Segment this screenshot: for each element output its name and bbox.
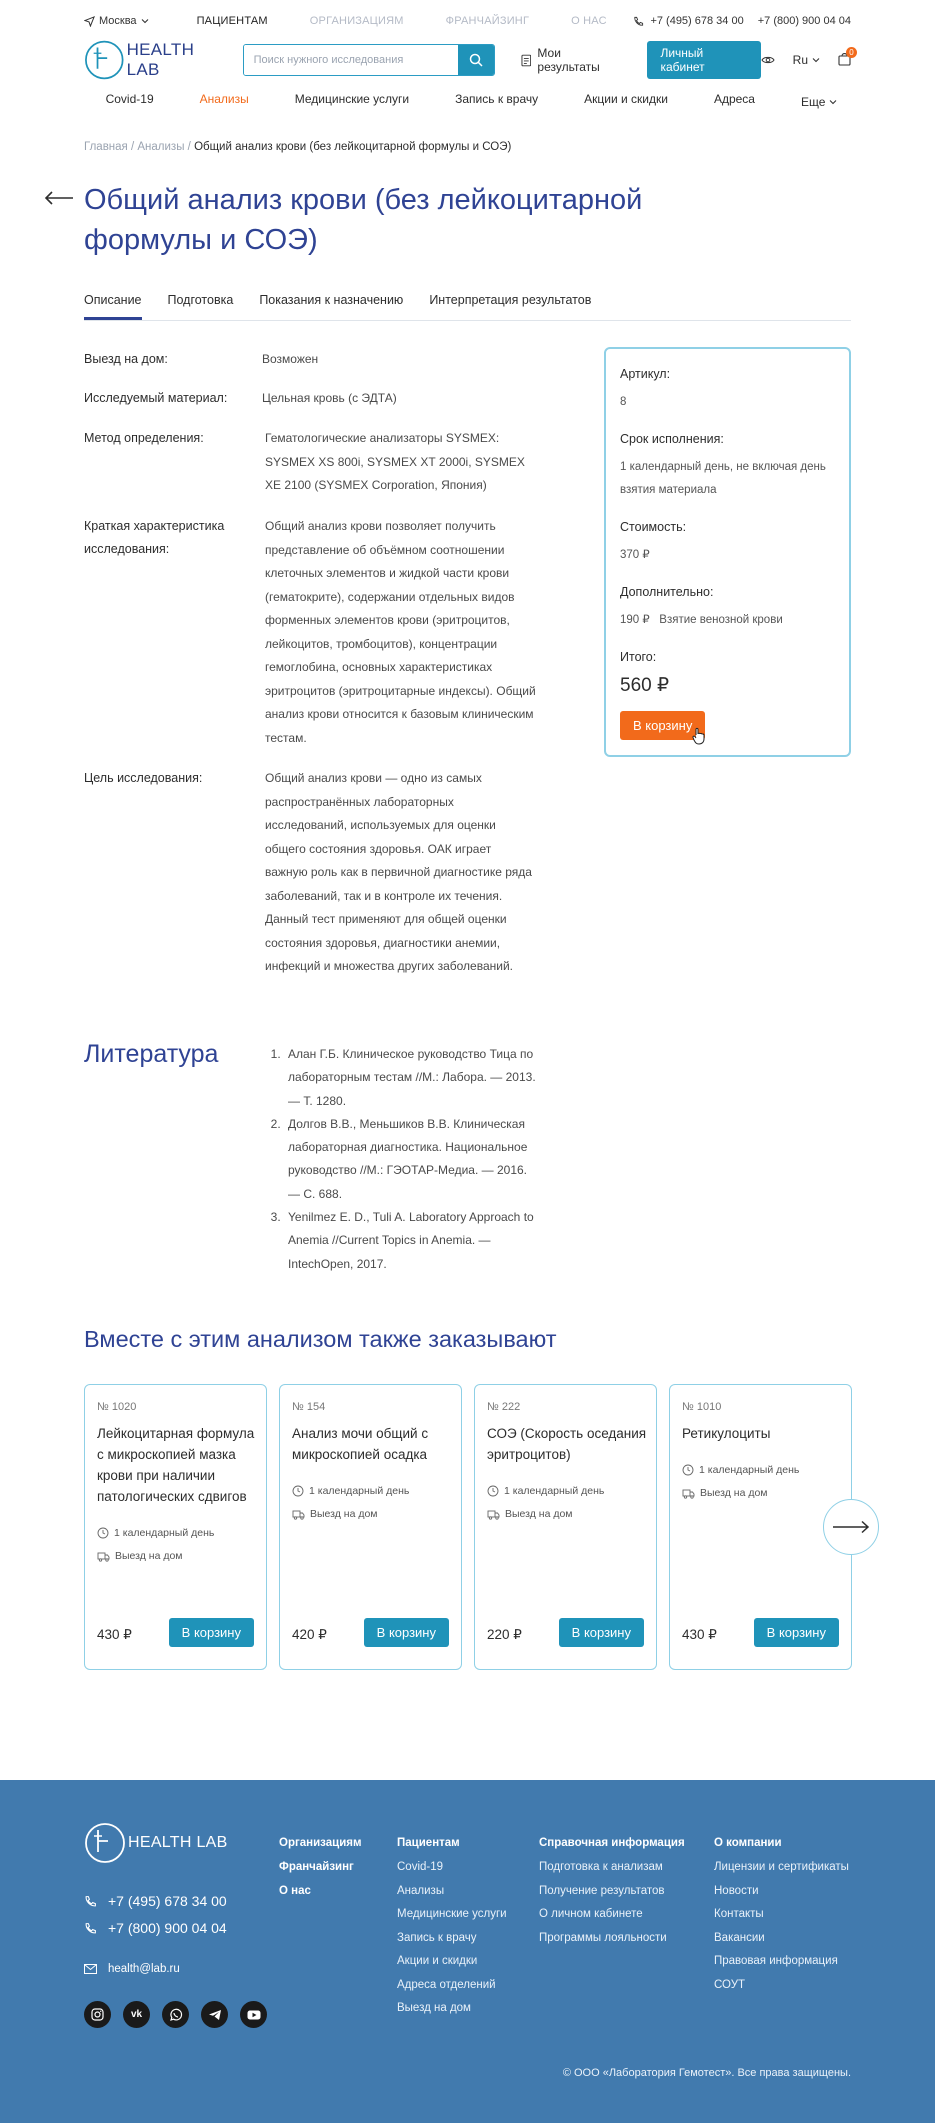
product-name[interactable]: СОЭ (Скорость оседания эритроцитов)	[487, 1426, 647, 1462]
breadcrumb-home[interactable]: Главная	[84, 141, 128, 153]
phones	[633, 15, 851, 27]
nav-promotions[interactable]: Акции и скидки	[584, 92, 668, 106]
city-selector[interactable]	[84, 15, 149, 27]
footer-link[interactable]: Вакансии	[714, 1931, 765, 1944]
mail-icon	[84, 1964, 97, 1974]
arrow-right-icon	[832, 1520, 870, 1534]
whatsapp-icon[interactable]	[162, 2001, 189, 2028]
clock-icon	[487, 1485, 499, 1497]
term-value: 1 календарный день, не включая день взятия материала	[620, 461, 826, 496]
hand-cursor-icon	[692, 727, 706, 745]
footer-logo[interactable]	[84, 1822, 228, 1864]
info-value: Цельная кровь (с ЭДТА)	[262, 391, 397, 405]
product-add-to-cart-button[interactable]: В корзину	[754, 1618, 839, 1647]
chevron-down-icon	[829, 98, 837, 106]
footer-col-patients	[397, 1837, 507, 2026]
extra-price: 190 ₽	[620, 614, 650, 626]
document-icon	[521, 54, 532, 67]
footer-col-info	[539, 1837, 685, 1955]
telegram-icon[interactable]	[201, 2001, 228, 2028]
extra-row	[620, 609, 840, 632]
info-label: Исследуемый материал:	[84, 391, 228, 405]
search-button[interactable]	[458, 45, 494, 75]
clock-icon	[682, 1464, 694, 1476]
product-name[interactable]: Анализ мочи общий с микроскопией осадка	[292, 1426, 429, 1462]
carousel-next-button[interactable]	[823, 1499, 879, 1555]
breadcrumb-current: Общий анализ крови (без лейкоцитарной формулы и СОЭ)	[194, 141, 512, 153]
product-name[interactable]: Лейкоцитарная формула с микроскопией мазка крови при наличии патологических сдвигов	[97, 1426, 255, 1504]
breadcrumb-separator: /	[184, 141, 195, 153]
order-summary-card	[604, 347, 851, 757]
breadcrumb-separator: /	[127, 141, 138, 153]
footer-link[interactable]: Контакты	[714, 1908, 764, 1920]
product-add-to-cart-button[interactable]: В корзину	[364, 1618, 449, 1647]
search-box	[243, 44, 495, 76]
city-name: Москва	[99, 15, 137, 27]
car-icon	[682, 1488, 695, 1499]
product-number: № 1020	[97, 1401, 137, 1413]
product-home	[97, 1550, 183, 1562]
tab-preparation[interactable]: Подготовка	[167, 293, 234, 307]
footer-link[interactable]: Получение результатов	[539, 1884, 665, 1897]
footer	[0, 1780, 935, 2123]
add-to-cart-button[interactable]: В корзину	[620, 711, 705, 740]
phone-link-2[interactable]: +7 (800) 900 04 04	[757, 15, 851, 27]
footer-phone-1[interactable]	[84, 1893, 227, 1909]
footer-col-title[interactable]: О компании	[714, 1837, 782, 1849]
tab-interpretation[interactable]: Интерпретация результатов	[429, 293, 592, 307]
product-home	[487, 1508, 573, 1520]
vk-icon[interactable]: vk	[123, 2001, 150, 2028]
footer-link[interactable]: Новости	[714, 1884, 759, 1897]
nav-more-label: Еще	[800, 95, 826, 109]
article-value: 8	[620, 396, 627, 408]
product-term-label: 1 календарный день	[504, 1485, 605, 1497]
info-value: Общий анализ крови позволяет получить представление об объёмном соотношении клеточных элементов и жидкой части крови (гематокрите), содержании отдельных видов форменных элементов крови (эритроцитов, лейкоцитов, тромбоцитов), концентрации гемоглобина, основных характеристиках эритроцитов (эритроцитарные индексы). Общий анализ крови относится к базовым клиническим тестам.	[265, 519, 536, 745]
footer-col-title[interactable]: Пациентам	[397, 1837, 460, 1849]
eye-icon[interactable]	[761, 55, 775, 65]
footer-link[interactable]: Программы лояльности	[539, 1931, 667, 1944]
logo[interactable]	[84, 39, 229, 81]
footer-link[interactable]: Медицинские услуги	[397, 1908, 507, 1920]
arrow-left-icon	[44, 190, 74, 206]
location-arrow-icon	[84, 16, 95, 27]
nav-covid[interactable]: Covid-19	[105, 92, 154, 106]
logo-text: HEALTH LAB	[126, 40, 195, 79]
nav-doctor-appointment[interactable]: Запись к врачу	[455, 92, 539, 106]
total-label: Итого:	[620, 650, 657, 664]
footer-link[interactable]: Подготовка к анализам	[539, 1861, 663, 1873]
term-label: Срок исполнения:	[620, 432, 724, 446]
info-label: Метод определения:	[84, 431, 204, 445]
literature-title: Литература	[84, 1040, 219, 1068]
product-number: № 154	[292, 1401, 326, 1413]
personal-cabinet-button[interactable]: Личный кабинет	[647, 41, 760, 79]
product-card[interactable]	[84, 1384, 267, 1670]
phone-link-1[interactable]: +7 (495) 678 34 00	[650, 15, 744, 27]
product-name[interactable]: Ретикулоциты	[682, 1426, 771, 1441]
product-term-label: 1 календарный день	[309, 1485, 410, 1497]
product-term	[487, 1485, 604, 1497]
copyright: © ООО «Лаборатория Гемотест». Все права защищены.	[562, 2067, 851, 2079]
info-value: Возможен	[262, 352, 319, 366]
footer-logo-text: HEALTH LAB	[128, 1834, 228, 1851]
search-input[interactable]	[244, 45, 458, 75]
language-selector[interactable]	[793, 53, 820, 67]
info-value: Гематологические анализаторы SYSMEX: SYSMEX XS 800i, SYSMEX XT 2000i, SYSMEX XE 2100 (SYSMEX Corporation, Япония)	[265, 431, 525, 492]
footer-link-about[interactable]: О нас	[279, 1885, 311, 1897]
my-results-label: Мои результаты	[537, 46, 600, 74]
content-tabs	[84, 293, 851, 321]
also-ordered-title: Вместе с этим анализом также заказывают	[84, 1326, 557, 1352]
header-icons	[761, 47, 854, 69]
info-label: Краткая характеристика исследования:	[84, 519, 225, 556]
clock-icon	[292, 1485, 304, 1497]
youtube-icon[interactable]	[240, 2001, 267, 2028]
product-price: 420 ₽	[292, 1627, 327, 1642]
product-home-label: Выезд на дом	[700, 1487, 768, 1499]
footer-link[interactable]: Акции и скидки	[397, 1955, 478, 1967]
footer-link[interactable]: СОУТ	[714, 1978, 746, 1991]
instagram-icon[interactable]	[84, 2001, 111, 2028]
phone-icon	[633, 16, 644, 27]
footer-link[interactable]: Запись к врачу	[397, 1931, 477, 1944]
extra-name: Взятие венозной крови	[659, 614, 783, 626]
audience-organizations[interactable]: ОРГАНИЗАЦИЯМ	[309, 15, 404, 27]
tab-description[interactable]: Описание	[84, 293, 142, 320]
footer-link[interactable]: Правовая информация	[714, 1955, 838, 1967]
article-label: Артикул:	[620, 367, 671, 381]
my-results-link[interactable]	[521, 46, 624, 74]
nav-medical-services[interactable]: Медицинские услуги	[294, 92, 410, 106]
product-home	[292, 1508, 378, 1520]
cost-value: 370 ₽	[620, 549, 650, 561]
page-title: Общий анализ крови (без лейкоцитарной формулы и СОЭ)	[84, 184, 643, 256]
nav-more[interactable]	[801, 92, 837, 112]
nav-addresses[interactable]: Адреса	[713, 92, 755, 106]
product-card[interactable]	[279, 1384, 462, 1670]
product-term-label: 1 календарный день	[114, 1527, 215, 1539]
footer-link-franchise[interactable]: Франчайзинг	[279, 1861, 354, 1873]
audience-about[interactable]: О НАС	[571, 15, 607, 27]
total-value: 560 ₽	[620, 675, 670, 696]
footer-phone-text: +7 (495) 678 34 00	[108, 1893, 227, 1909]
chevron-down-icon	[141, 17, 149, 25]
breadcrumb	[84, 141, 851, 153]
footer-link[interactable]: Анализы	[397, 1884, 445, 1897]
info-label: Выезд на дом:	[84, 352, 168, 366]
product-home-label: Выезд на дом	[115, 1550, 183, 1562]
audience-patients[interactable]: ПАЦИЕНТАМ	[196, 15, 268, 27]
tab-indications[interactable]: Показания к назначению	[259, 293, 404, 307]
audience-franchise[interactable]: ФРАНЧАЙЗИНГ	[445, 15, 530, 27]
product-price: 430 ₽	[97, 1627, 132, 1642]
footer-phone-text: +7 (800) 900 04 04	[108, 1920, 227, 1936]
header	[84, 38, 854, 82]
cart-button[interactable]	[838, 47, 854, 69]
phone-icon	[84, 1895, 97, 1908]
footer-link[interactable]: Лицензии и сертификаты	[714, 1861, 849, 1873]
back-button[interactable]	[44, 190, 74, 209]
literature-item: 3. Yenilmez E. D., Tuli A. Laboratory Approach to Anemia //Current Topics in Anemia. — IntechOpen, 2017.	[284, 1206, 542, 1276]
phone-icon	[84, 1922, 97, 1935]
logo-mark-icon	[84, 39, 125, 81]
product-number: № 222	[487, 1401, 521, 1413]
logo-mark-icon	[84, 1822, 126, 1864]
product-add-to-cart-button[interactable]: В корзину	[559, 1618, 644, 1647]
product-card[interactable]	[474, 1384, 657, 1670]
product-home	[682, 1487, 768, 1499]
main-nav	[84, 92, 851, 112]
extra-label: Дополнительно:	[620, 585, 714, 599]
footer-link[interactable]: Covid-19	[397, 1861, 444, 1873]
car-icon	[292, 1509, 305, 1520]
product-term	[97, 1527, 214, 1539]
language-label: Ru	[792, 53, 808, 67]
footer-phone-2[interactable]	[84, 1920, 227, 1936]
product-add-to-cart-button[interactable]: В корзину	[169, 1618, 254, 1647]
breadcrumb-analyses[interactable]: Анализы	[137, 141, 185, 153]
car-icon	[487, 1509, 500, 1520]
product-term	[292, 1485, 409, 1497]
footer-email-text: health@lab.ru	[108, 1963, 180, 1975]
product-term-label: 1 календарный день	[699, 1464, 800, 1476]
footer-col-company	[714, 1837, 849, 2002]
info-value: Общий анализ крови — одно из самых распространённых лабораторных исследований, используемых для оценки общего состояния здоровья. ОАК играет важную роль как в первичной диагностике ряда заболеваний, так и в контроле их течения. Данный тест применяют для общей оценки состояния здоровья, диагностики анемии, инфекций и множества других заболеваний.	[265, 771, 532, 973]
footer-col-main	[279, 1837, 362, 1909]
product-home-label: Выезд на дом	[505, 1508, 573, 1520]
clock-icon	[97, 1527, 109, 1539]
footer-link[interactable]: О личном кабинете	[539, 1908, 643, 1920]
footer-col-title[interactable]: Справочная информация	[539, 1837, 685, 1849]
product-number: № 1010	[682, 1401, 722, 1413]
search-icon	[469, 53, 483, 67]
product-price: 430 ₽	[682, 1627, 717, 1642]
car-icon	[97, 1551, 110, 1562]
chevron-down-icon	[812, 56, 820, 64]
footer-email[interactable]	[84, 1963, 180, 1975]
social-links	[84, 2001, 267, 2028]
audience-switch	[197, 15, 607, 27]
footer-link-organizations[interactable]: Организациям	[279, 1837, 362, 1849]
nav-analyses[interactable]: Анализы	[199, 92, 249, 106]
product-price: 220 ₽	[487, 1627, 522, 1642]
product-home-label: Выезд на дом	[310, 1508, 378, 1520]
cost-label: Стоимость:	[620, 520, 687, 534]
info-label: Цель исследования:	[84, 771, 203, 785]
literature-item: 1. Алан Г.Б. Клиническое руководство Тица по лабораторным тестам //М.: Лабора. — 2013. — Т. 1280.	[284, 1043, 542, 1113]
footer-link[interactable]: Адреса отделений	[397, 1978, 496, 1991]
footer-link[interactable]: Выезд на дом	[397, 2002, 471, 2014]
product-term	[682, 1464, 799, 1476]
cart-count-badge: 0	[846, 47, 857, 58]
top-bar	[84, 12, 851, 30]
literature-list	[272, 1043, 542, 1276]
literature-item: 2. Долгов В.В., Меньшиков В.В. Клиническая лабораторная диагностика. Национальное руководство //М.: ГЭОТАР-Медиа. — 2016. — С. 688.	[284, 1113, 542, 1206]
